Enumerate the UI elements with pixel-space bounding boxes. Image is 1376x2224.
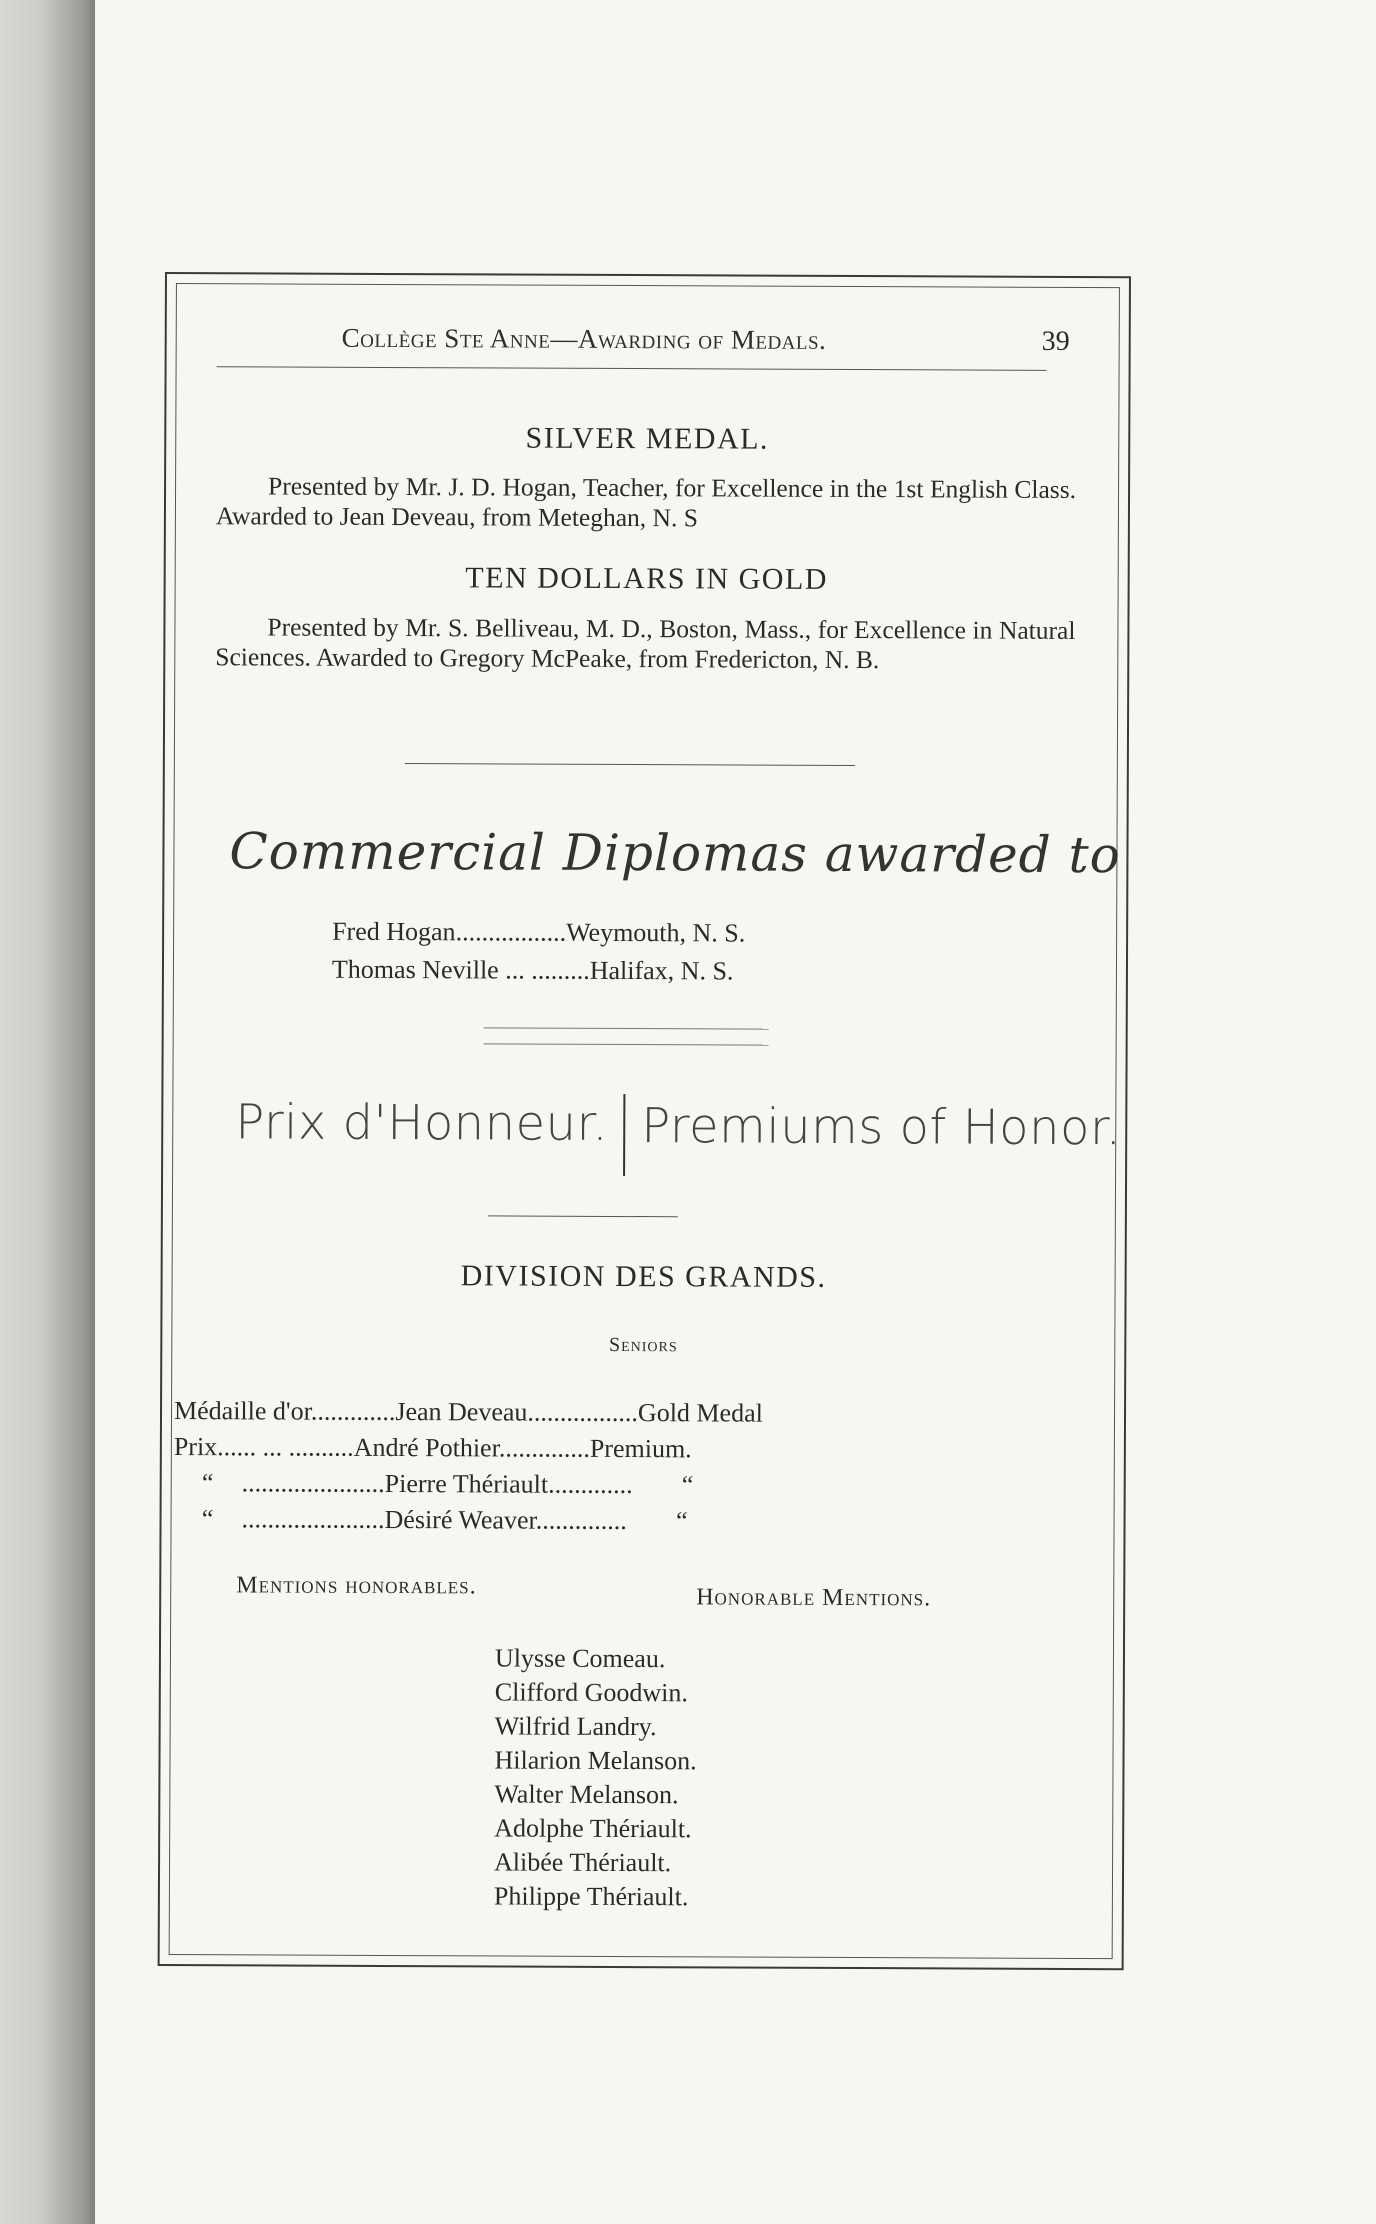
award-english: “	[681, 1470, 694, 1500]
mention-name: Walter Melanson.	[494, 1779, 679, 1810]
heading-separator-bar	[623, 1094, 625, 1176]
page-frame	[158, 272, 1131, 1970]
award-row	[174, 1468, 743, 1500]
book-gutter-shadow	[0, 0, 95, 2224]
mention-name: Adolphe Thériault.	[494, 1813, 692, 1844]
award-english: “	[675, 1506, 688, 1536]
page-content	[160, 274, 1129, 1968]
diploma-entry	[332, 955, 734, 987]
mention-name: Clifford Goodwin.	[494, 1677, 688, 1708]
diploma-leader-dots: .................	[455, 917, 567, 947]
mention-name: Ulysse Comeau.	[494, 1643, 666, 1674]
award-row	[174, 1396, 763, 1429]
award-french: “	[201, 1504, 214, 1534]
ten-dollars-text: Presented by Mr. S. Belliveau, M. D., Boston, Mass., for Excellence in Natural Sciences. Awarded to Gregory McPeake, from Fredericton, N. B.	[215, 612, 1076, 675]
diploma-name: Fred Hogan	[332, 916, 456, 947]
award-row	[173, 1504, 736, 1536]
commercial-diplomas-heading: Commercial Diplomas awarded to	[229, 822, 1121, 885]
award-row	[174, 1432, 692, 1464]
silver-medal-heading: SILVER MEDAL.	[525, 421, 770, 456]
award-english: Premium.	[589, 1433, 692, 1464]
diploma-leader-dots: ... .........	[505, 955, 590, 985]
mention-name: Wilfrid Landry.	[494, 1711, 657, 1742]
diploma-name: Thomas Neville	[331, 954, 499, 985]
mentions-english-heading: Honorable Mentions.	[696, 1584, 932, 1612]
award-french: Prix	[173, 1432, 218, 1462]
mention-name: Alibée Thériault.	[494, 1847, 672, 1878]
award-french: “	[201, 1468, 214, 1498]
silver-medal-text: Presented by Mr. J. D. Hogan, Teacher, for Excellence in the 1st English Class. Awarded to Jean Deveau, from Meteghan, N. S	[215, 471, 1077, 533]
award-leader-dots: .............	[310, 1396, 396, 1427]
award-leader-dots: ......................	[241, 1468, 385, 1498]
division-heading: DIVISION DES GRANDS.	[460, 1259, 827, 1294]
award-leader-dots: .................	[527, 1397, 639, 1428]
award-leader-dots: ......................	[241, 1504, 385, 1534]
mention-name: Philippe Thériault.	[493, 1881, 689, 1912]
premiums-of-honor-heading: Premiums of Honor.	[641, 1098, 1122, 1157]
mention-name: Hilarion Melanson.	[494, 1745, 697, 1776]
double-rule-bottom	[484, 1043, 769, 1045]
award-english: Gold Medal	[637, 1398, 763, 1428]
award-recipient: Désiré Weaver	[384, 1504, 536, 1535]
award-recipient: Jean Deveau	[395, 1397, 528, 1427]
award-leader-dots: ..............	[535, 1505, 627, 1536]
diploma-place: Weymouth, N. S.	[566, 917, 746, 948]
award-french: Médaille d'or	[173, 1396, 311, 1426]
header-rule	[217, 366, 1047, 371]
award-recipient: Pierre Thériault	[384, 1468, 549, 1499]
award-recipient: André Pothier	[353, 1432, 499, 1463]
prix-d-honneur-heading: Prix d'Honneur.	[235, 1094, 609, 1152]
award-leader-dots: .............	[548, 1469, 633, 1500]
seniors-subheading: Seniors	[608, 1333, 678, 1357]
page-number: 39	[1041, 325, 1070, 357]
running-title: Collège Ste Anne—Awarding of Medals.	[341, 322, 827, 355]
award-leader-dots: ...... ... ..........	[217, 1432, 354, 1462]
double-rule-top	[484, 1027, 769, 1029]
section-divider-2	[488, 1215, 678, 1217]
diploma-entry	[332, 917, 745, 949]
ten-dollars-heading: TEN DOLLARS IN GOLD	[465, 561, 829, 596]
mentions-french-heading: Mentions honorables.	[236, 1572, 477, 1600]
award-leader-dots: ..............	[498, 1433, 590, 1463]
section-divider-1	[405, 763, 855, 766]
diploma-place: Halifax, N. S.	[589, 955, 734, 986]
